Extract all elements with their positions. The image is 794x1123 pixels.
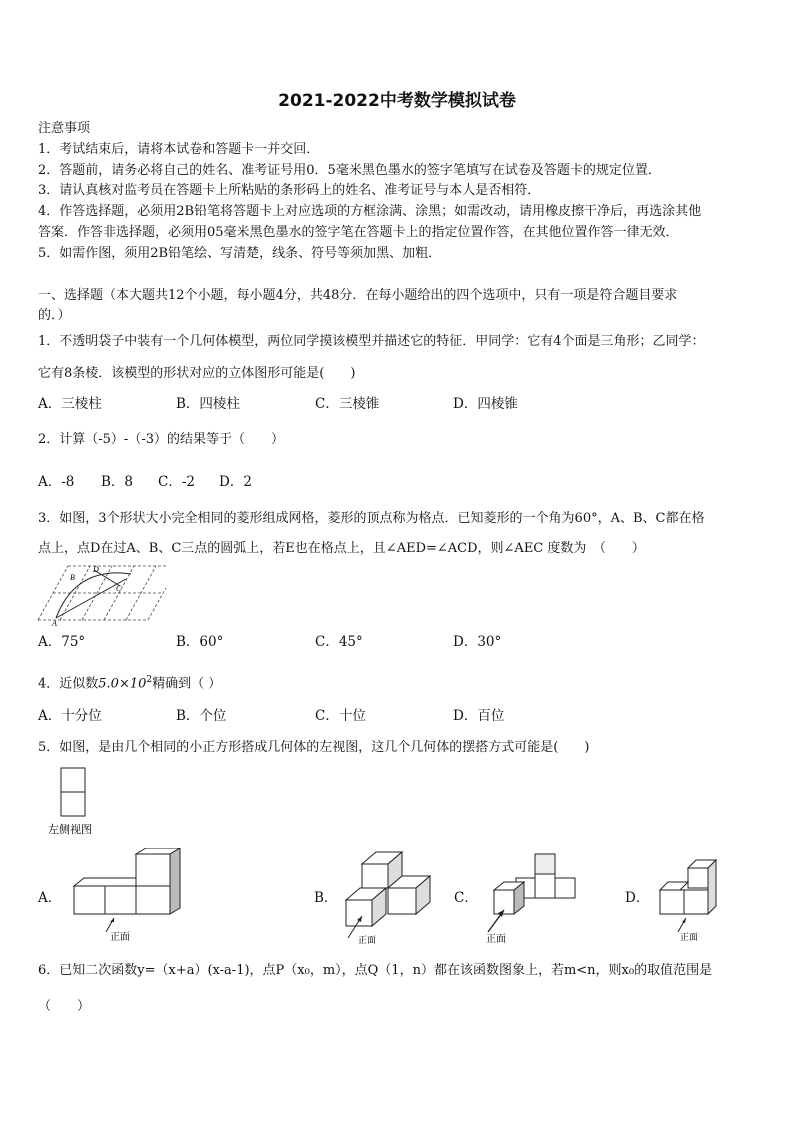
q1-stem-line1: 1．不透明袋子中装有一个几何体模型，两位同学摸该模型并描述它的特征．甲同学：它有4个面是三角形；乙同学：	[38, 334, 705, 349]
q4-option-b: B．个位	[176, 708, 227, 724]
q4-exponent: 2	[146, 675, 153, 685]
q5-option-a: A．	[38, 890, 62, 906]
q5-option-d: D．	[625, 890, 650, 906]
q5-c-front-label: 正面	[486, 934, 506, 945]
q5-figure-c	[480, 850, 584, 946]
q5-a-front-label: 正面	[110, 932, 130, 943]
label-d: D	[93, 565, 99, 574]
q2-option-c: C．-2	[158, 474, 195, 490]
section-heading-cont: 的．）	[38, 308, 71, 323]
q3-option-c: C．45°	[315, 634, 363, 650]
q4-stem	[38, 672, 221, 692]
notice-heading: 注意事项	[38, 121, 91, 136]
q2-stem: 2．计算（-5）-（-3）的结果等于（ ）	[38, 432, 284, 447]
q6-stem-line2: （ ）	[38, 999, 91, 1014]
q5-b-front-label: 正面	[358, 936, 377, 946]
section-heading: 一、选择题（本大题共12个小题，每小题4分，共48分．在每小题给出的四个选项中，只有一项是符合题目要求	[38, 288, 678, 303]
q1-stem-line2: 它有8条棱．该模型的形状对应的立体图形可能是( )	[38, 366, 356, 381]
q5-figure-a	[70, 848, 184, 944]
label-c: C	[116, 584, 122, 593]
q4-number: 5.0×10	[98, 676, 147, 692]
q3-option-d: D．30°	[453, 634, 502, 650]
label-a: A	[52, 619, 57, 626]
left-view-caption: 左侧视图	[48, 823, 92, 836]
q1-option-b: B．四棱柱	[176, 396, 240, 412]
q4-option-a: A．十分位	[38, 708, 102, 724]
notice-item: 4．作答选择题，必须用2B铅笔将答题卡上对应选项的方框涂满、涂黑；如需改动，请用橡皮擦干净后，再选涂其他	[38, 204, 702, 219]
q2-option-d: D．2	[219, 474, 252, 490]
left-view-figure	[46, 766, 116, 838]
q5-figure-d	[656, 856, 722, 944]
q3-stem-line2: 点上，点D在过A、B、C三点的圆弧上，若E也在格点上，且∠AED=∠ACD，则∠AEC 度数为 （ ）	[38, 541, 645, 556]
q4-option-c: C．十位	[315, 708, 366, 724]
notice-item: 1．考试结束后，请将本试卷和答题卡一并交回．	[38, 142, 320, 157]
notice-item: 2．答题前，请务必将自己的姓名、准考证号用0．5毫米黑色墨水的签字笔填写在试卷及答题卡的规定位置．	[38, 163, 661, 178]
q1-option-c: C．三棱锥	[315, 396, 380, 412]
q4-option-d: D．百位	[453, 708, 505, 724]
q5-figure-b	[340, 850, 436, 946]
q4-stem-after: 精确到（ ）	[152, 676, 222, 692]
label-b: B	[70, 573, 75, 582]
page-title: 2021-2022中考数学模拟试卷	[278, 91, 516, 111]
q3-option-b: B．60°	[176, 634, 224, 650]
rhombus-grid-figure	[36, 562, 172, 626]
notice-item: 答案．作答非选择题，必须用05毫米黑色墨水的签字笔在答题卡上的指定位置作答，在其他位置作答一律无效．	[38, 225, 679, 240]
q2-option-a: A．-8	[38, 474, 75, 490]
q3-option-a: A．75°	[38, 634, 86, 650]
q5-option-c: C．	[454, 890, 478, 906]
q1-option-a: A．三棱柱	[38, 396, 102, 412]
notice-item: 3．请认真核对监考员在答题卡上所粘贴的条形码上的姓名、准考证号与本人是否相符．	[38, 183, 541, 198]
q1-option-d: D．四棱锥	[453, 396, 518, 412]
q4-stem-before: 4．近似数	[38, 676, 99, 692]
q3-stem-line1: 3．如图，3个形状大小完全相同的菱形组成网格，菱形的顶点称为格点．已知菱形的一个角为60°，A、B、C都在格	[38, 511, 705, 526]
q5-stem: 5．如图，是由几个相同的小正方形搭成几何体的左视图，这几个几何体的摆搭方式可能是( )	[38, 740, 590, 755]
q5-option-b: B．	[314, 890, 338, 906]
q6-stem-line1: 6．已知二次函数y=（x+a）(x-a-1)，点P（x₀，m），点Q（1，n）都在该函数图象上，若m<n，则x₀的取值范围是	[38, 963, 713, 978]
q2-option-b: B．8	[101, 474, 134, 490]
q5-d-front-label: 正面	[680, 933, 699, 943]
notice-item: 5．如需作图，须用2B铅笔绘、写清楚，线条、符号等须加黑、加粗．	[38, 246, 442, 261]
